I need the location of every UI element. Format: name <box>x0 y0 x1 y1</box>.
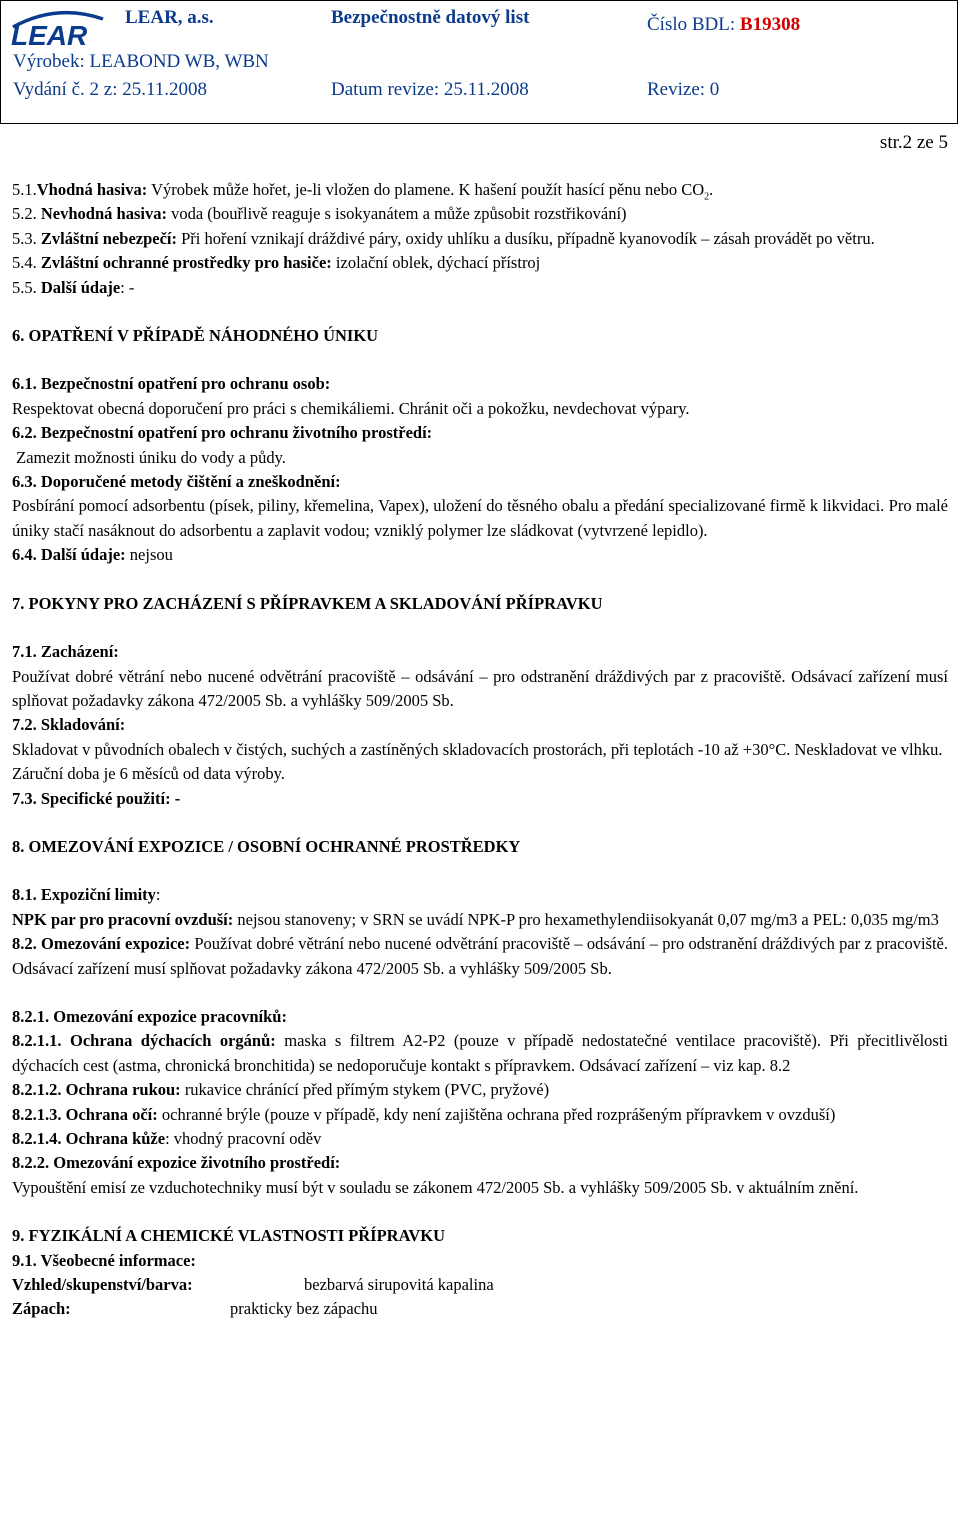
lear-logo <box>7 5 109 49</box>
section-9-title: 9. FYZIKÁLNÍ A CHEMICKÉ VLASTNOSTI PŘÍPRAVKU <box>12 1226 446 1246</box>
item-8-2-1-2: 8.2.1.2. Ochrana rukou: rukavice chránící před přímým stykem (PVC, pryžové) <box>12 1080 550 1100</box>
page-number: str.2 ze 5 <box>879 132 948 153</box>
item-5-2: 5.2. Nevhodná hasiva: voda (bouřlivě reaguje s isokyanátem a může způsobit rozstřikování) <box>12 204 627 224</box>
item-7-3: 7.3. Specifické použití: - <box>12 788 181 808</box>
item-8-2-2-heading: 8.2.2. Omezování expozice životního prostředí: <box>12 1153 341 1173</box>
item-6-3-heading: 6.3. Doporučené metody čištění a zneškodnění: <box>12 472 341 492</box>
issue-info: Vydání č. 2 z: 25.11.2008 <box>13 79 208 100</box>
item-7-1-heading: 7.1. Zacházení: <box>12 642 119 662</box>
item-9-1-heading: 9.1. Všeobecné informace: <box>12 1250 196 1270</box>
product-name: Výrobek: LEABOND WB, WBN <box>13 51 269 72</box>
document-type: Bezpečnostně datový list <box>331 7 530 28</box>
item-6-1-text: Respektovat obecná doporučení pro práci s chemikáliemi. Chránit oči a pokožku, nevdechovat výpary. <box>12 398 690 418</box>
item-5-5: 5.5. Další údaje: - <box>12 277 135 297</box>
item-6-3-text: Posbírání pomocí adsorbentu (písek, piliny, křemelina, Vapex), uložení do těsného obalu a předání specializované firmě k likvidaci. Pro malé úniky stačí nasáknout do adsorbentu a zaplavit vodou; vzniklý polymer lze sládkovat (vytvrzené lepidlo). <box>12 496 948 540</box>
item-8-2-1-heading: 8.2.1. Omezování expozice pracovníků: <box>12 1006 287 1026</box>
item-8-2-2-text: Vypouštění emisí ze vzduchotechniky musí být v souladu se zákonem 472/2005 Sb. a vyhlášky 509/2005 Sb. v aktuálním znění. <box>12 1177 859 1197</box>
item-8-2-1-4: 8.2.1.4. Ochrana kůže: vhodný pracovní oděv <box>12 1129 322 1148</box>
document-header <box>0 0 958 124</box>
property-odor: Zápach: prakticky bez zápachu <box>12 1299 378 1319</box>
document-body <box>12 178 948 1322</box>
item-8-2-1-3: 8.2.1.3. Ochrana očí: ochranné brýle (pouze v případě, kdy není zajištěna ochrana před rozprášeným přípravkem v ovzduší) <box>12 1104 836 1124</box>
company-name: LEAR, a.s. <box>125 7 214 28</box>
item-5-4: 5.4. Zvláštní ochranné prostředky pro hasiče: izolační oblek, dýchací přístroj <box>12 253 541 273</box>
item-6-1-heading: 6.1. Bezpečnostní opatření pro ochranu osob: <box>12 374 331 394</box>
property-appearance: Vzhled/skupenství/barva: bezbarvá sirupovitá kapalina <box>12 1275 494 1295</box>
section-7-title: 7. POKYNY PRO ZACHÁZENÍ S PŘÍPRAVKEM A SKLADOVÁNÍ PŘÍPRAVKU <box>12 593 603 613</box>
section-6-title: 6. OPATŘENÍ V PŘÍPADĚ NÁHODNÉHO ÚNIKU <box>12 326 379 346</box>
revision-number: Revize: 0 <box>647 79 720 100</box>
item-5-1: 5.1.Vhodná hasiva: Výrobek může hořet, je-li vložen do plamene. K hašení použít hasící pěnu nebo $CO_2$. <box>12 180 714 203</box>
revision-date: Datum revize: 25.11.2008 <box>331 79 529 100</box>
item-7-2-heading: 7.2. Skladování: <box>12 715 126 735</box>
item-6-4: 6.4. Další údaje: nejsou <box>12 545 173 565</box>
item-8-1-npk: NPK par pro pracovní ovzduší: nejsou stanoveny; v SRN se uvádí NPK-P pro hexamethylendiisokyanát 0,07 mg/m3 a PEL: 0,035 mg/m3 <box>12 909 939 929</box>
bdl-number: Číslo BDL: B19308 <box>647 14 801 35</box>
item-8-1-heading: 8.1. Expoziční limity: <box>12 885 161 905</box>
item-5-3: 5.3. Zvláštní nebezpečí: Při hoření vznikají dráždivé páry, oxidy uhlíku a dusíku, případně kyanovodík – zásah provádět po větru. <box>12 228 875 248</box>
item-8-2-1-1: 8.2.1.1. Ochrana dýchacích orgánů: maska s filtrem A2-P2 (pouze v případě nedostatečné ventilace pracoviště). Při přecitlivělosti dýchacích cest (astma, chronická bronchitida) se nedoporučuje kontakt s přípravkem. Odsávací zařízení – viz kap. 8.2 <box>12 1031 948 1075</box>
item-7-1-text: Používat dobré větrání nebo nucené odvětrání pracoviště – odsávání – pro odstranění dráždivých par z pracoviště. Odsávací zařízení musí splňovat požadavky zákona 472/2005 Sb. a vyhlášky 509/2005 Sb. <box>12 666 948 710</box>
section-8-title: 8. OMEZOVÁNÍ EXPOZICE / OSOBNÍ OCHRANNÉ PROSTŘEDKY <box>12 836 521 856</box>
item-8-2: 8.2. Omezování expozice: Používat dobré větrání nebo nucené odvětrání pracoviště – odsávání – pro odstranění dráždivých par z pracoviště. Odsávací zařízení musí splňovat požadavky zákona 472/2005 Sb. a vyhlášky 509/2005 Sb. <box>12 934 948 978</box>
item-6-2-text: Zamezit možnosti úniku do vody a půdy. <box>12 447 286 467</box>
item-6-2-heading: 6.2. Bezpečnostní opatření pro ochranu životního prostředí: <box>12 423 433 443</box>
item-7-2-text: Skladovat v původních obalech v čistých, suchých a zastíněných skladovacích prostorách, při teplotách -10 až +30°C. Neskladovat ve vlhku. <box>12 739 943 759</box>
item-7-2-warranty: Záruční doba je 6 měsíců od data výroby. <box>12 764 285 784</box>
svg-text:LEAR: LEAR <box>11 20 88 49</box>
